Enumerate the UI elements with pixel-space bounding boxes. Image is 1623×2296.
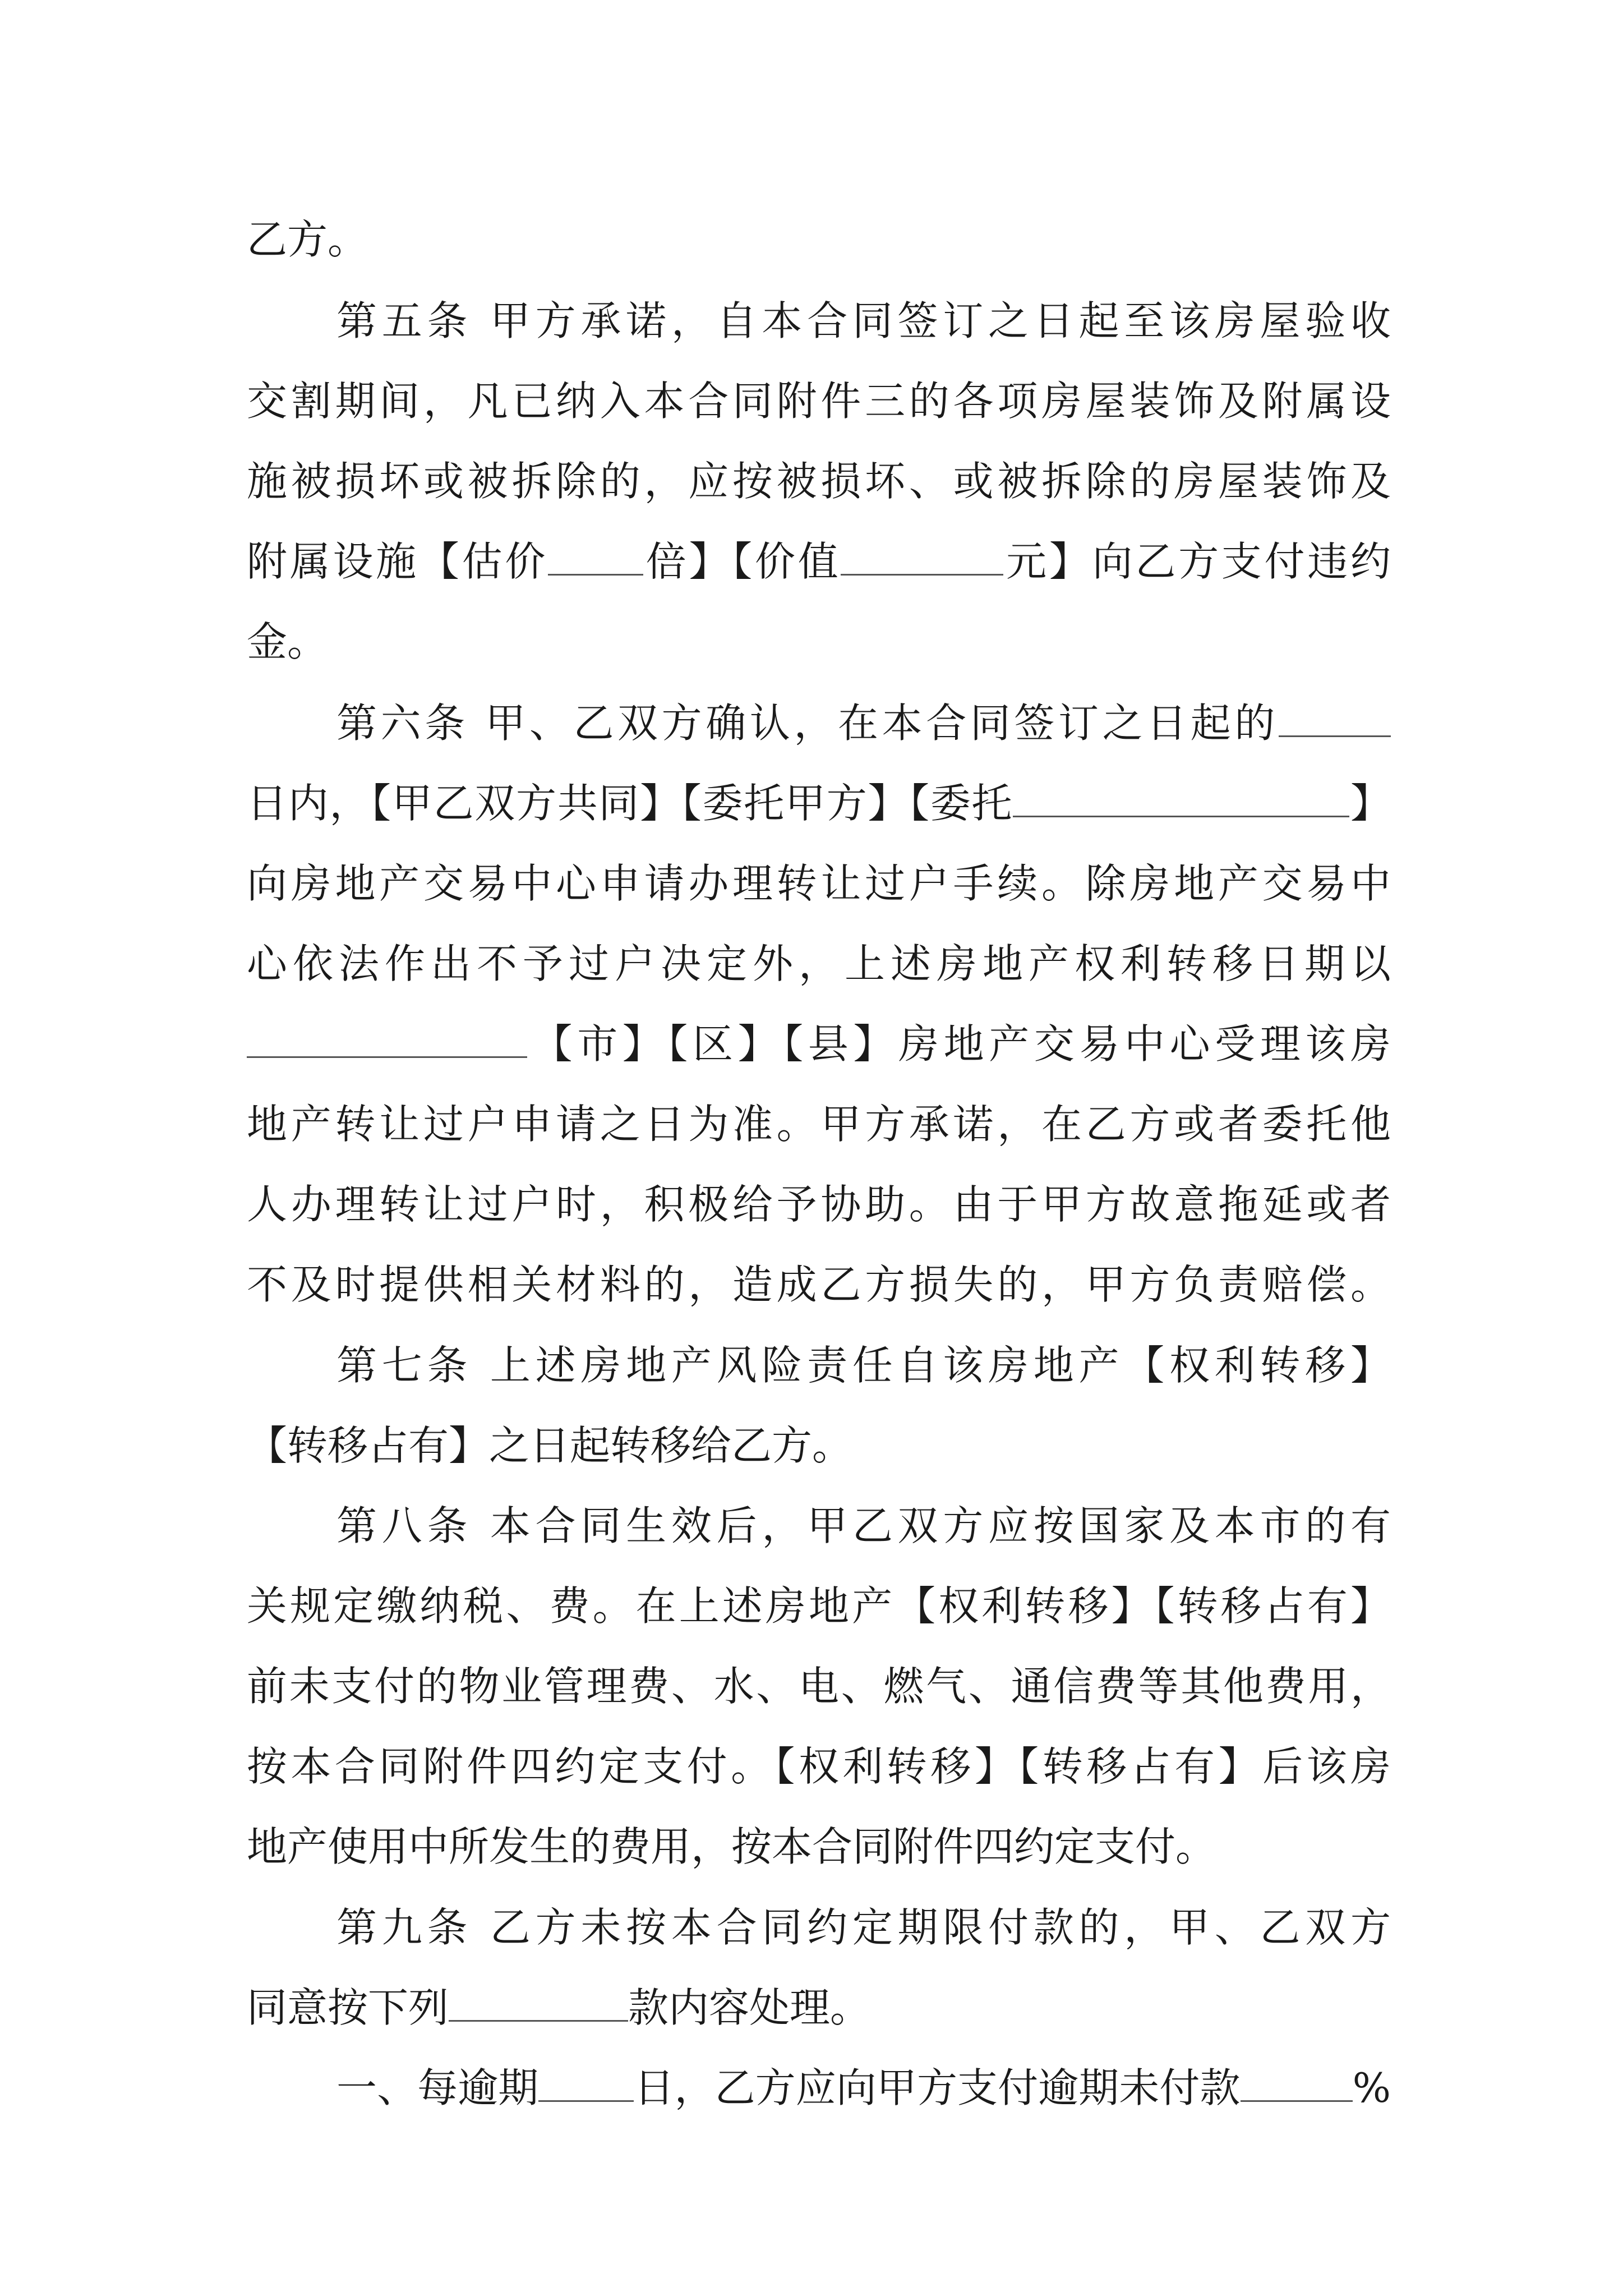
fill-in-blank-days[interactable] <box>1279 700 1391 737</box>
text-line: 同意按下列 款内容处理。 <box>247 1984 871 2031</box>
text-line: 日内，【甲乙双方共同】【委托甲方】【委托 】 <box>247 780 1391 827</box>
text-line: 不及时提供相关材料的，造成乙方损失的，甲方负责赔偿。 <box>247 1261 1391 1308</box>
fill-in-blank-entrusted-party[interactable] <box>1013 780 1349 817</box>
fill-in-blank-multiplier[interactable] <box>548 538 643 576</box>
text-line: 施被损坏或被拆除的，应按被损坏、或被拆除的房屋装饰及 <box>247 458 1391 505</box>
text-line: 【市】【区】【县】房地产交易中心受理该房 <box>247 1016 1391 1072</box>
text-line: 乙方。 <box>247 216 368 263</box>
fill-in-blank-overdue-days[interactable] <box>538 2064 634 2102</box>
article-5-heading-line: 第五条 甲方承诺，自本合同签订之日起至该房屋验收 <box>336 297 1391 344</box>
fill-in-blank-city[interactable] <box>247 1020 527 1058</box>
text-line: 附属设施【估价 倍】【价值 元】向乙方支付违约 <box>247 538 1391 585</box>
text-line: 【转移占有】之日起转移给乙方。 <box>247 1422 853 1469</box>
fill-in-blank-percentage[interactable] <box>1241 2064 1353 2102</box>
article-6-heading-line: 第六条 甲、乙双方确认，在本合同签订之日起的 <box>336 695 1391 751</box>
text-line: 按本合同附件四约定支付。【权利转移】【转移占有】后该房 <box>247 1743 1391 1790</box>
text-line: 地产使用中所发生的费用，按本合同附件四约定支付。 <box>247 1823 1216 1870</box>
article-9-heading-line: 第九条 乙方未按本合同约定期限付款的，甲、乙双方 <box>336 1904 1391 1951</box>
fill-in-blank-clause[interactable] <box>449 1984 628 2022</box>
text-line: 人办理转让过户时，积极给予协助。由于甲方故意拖延或者 <box>247 1181 1391 1228</box>
text-line: 交割期间，凡已纳入本合同附件三的各项房屋装饰及附属设 <box>247 378 1391 425</box>
article-8-heading-line: 第八条 本合同生效后，甲乙双方应按国家及本市的有 <box>336 1502 1391 1549</box>
text-line: 向房地产交易中心申请办理转让过户手续。除房地产交易中 <box>247 860 1391 907</box>
text-line: 心依法作出不予过户决定外，上述房地产权利转移日期以 <box>247 940 1391 987</box>
article-7-heading-line: 第七条 上述房地产风险责任自该房地产【权利转移】 <box>336 1342 1391 1389</box>
clause-1-line: 一、每逾期 日，乙方应向甲方支付逾期未付款 % <box>336 2064 1391 2111</box>
text-line: 前未支付的物业管理费、水、电、燃气、通信费等其他费用， <box>247 1663 1391 1710</box>
text-line: 关规定缴纳税、费。在上述房地产【权利转移】【转移占有】 <box>247 1582 1391 1630</box>
text-line: 金。 <box>247 618 328 665</box>
fill-in-blank-value[interactable] <box>841 538 1003 576</box>
text-line: 地产转让过户申请之日为准。甲方承诺，在乙方或者委托他 <box>247 1101 1391 1148</box>
